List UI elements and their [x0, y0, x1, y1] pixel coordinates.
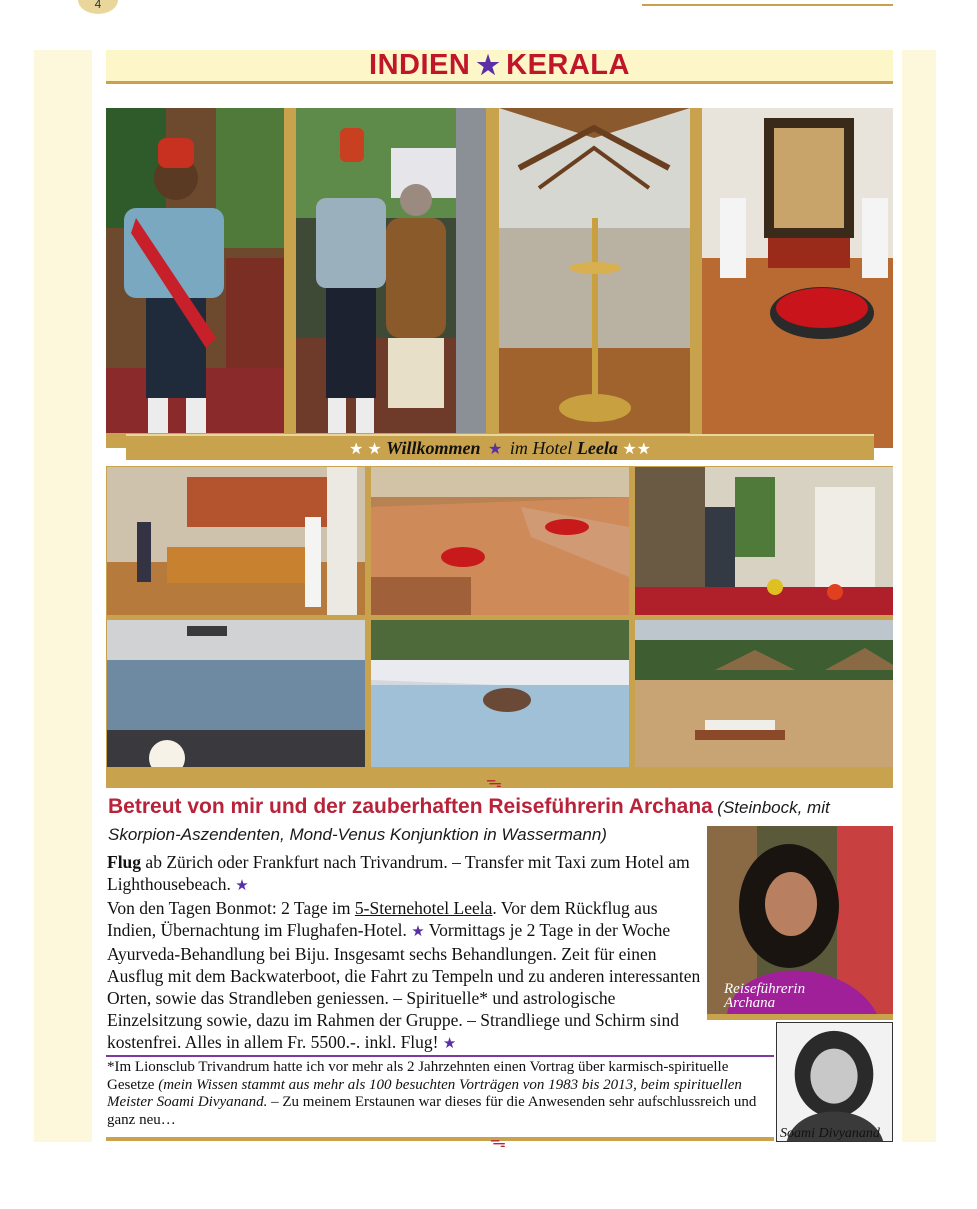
title-right: KERALA	[506, 49, 630, 81]
photo-beach-loungers	[635, 620, 893, 767]
star-icon: ★	[442, 1036, 457, 1052]
right-cream-margin	[902, 50, 936, 1142]
star-icon: ★ ★	[348, 441, 382, 458]
star-icon: ★	[476, 50, 501, 80]
caption-im-hotel: im Hotel	[509, 438, 573, 458]
body-paragraph-2b: . Vor dem Rückflug aus Indien, Übernachtung im Flughafen-Hotel.	[107, 898, 658, 940]
archana-photo-base	[707, 1014, 893, 1020]
footnote-divider	[106, 1055, 774, 1057]
photo-swimmer-in-pool	[371, 620, 629, 767]
star-icon: ★	[235, 878, 249, 894]
caption-willkommen: Willkommen	[386, 438, 481, 458]
photo-soami-divyanand	[776, 1022, 893, 1142]
soami-caption: Soami Divyanand	[780, 1126, 880, 1141]
left-cream-margin	[34, 50, 92, 1142]
star-icon: ★	[411, 924, 425, 940]
photo-infinity-pool	[107, 620, 365, 767]
photo-decorated-entrance	[635, 467, 893, 615]
photo-doorman-greeting	[106, 108, 284, 433]
bottom-rule	[106, 1137, 774, 1141]
photo-reception	[107, 467, 365, 615]
headline-sub-2: Skorpion-Aszendenten, Mond-Venus Konjunktion in Wassermann)	[108, 825, 607, 844]
archana-caption-line-2: Archana	[724, 995, 776, 1011]
footnote-text-b: (mein Wissen stammt aus mehr als 100 besuchten Vorträgen von 1983 bis 2013, beim spirituellen Meister Soami Divyanand.	[107, 1076, 742, 1110]
ornament-swirl-icon: ᯓ	[490, 1134, 506, 1151]
photo-deity-altar	[702, 108, 893, 448]
page-number-badge: 4	[78, 0, 118, 14]
caption-leela: Leela	[576, 438, 618, 458]
article-body	[107, 851, 707, 1055]
headline-sub-1: (Steinbock, mit	[717, 798, 830, 817]
star-icon: ★★	[622, 441, 652, 458]
hotel-name: 5-Sternehotel Leela	[354, 898, 493, 918]
ornament-swirl-icon: ᯓ	[486, 774, 502, 791]
archana-caption-line-1: Reiseführerin	[724, 981, 806, 997]
footnote-text-c: – Zu meinem Erstaunen war dieses für die Anwesenden sehr aufschlussreich und ganz neu…	[107, 1094, 757, 1128]
photo-doorman-guest	[296, 108, 486, 433]
photo-lobby-brass-lamp	[499, 108, 690, 433]
footnote	[107, 1059, 773, 1129]
page-title	[106, 50, 893, 84]
body-paragraph-1: ab Zürich oder Frankfurt nach Trivandrum. – Transfer mit Taxi zum Hotel am Lighthousebeach.	[107, 852, 690, 894]
welcome-caption	[126, 434, 874, 460]
headline-main: Betreut von mir und der zauberhaften Reiseführerin Archana	[108, 795, 713, 818]
header-rule	[642, 0, 893, 6]
body-paragraph-3: Vormittags je 2 Tage in der Woche Ayurveda-Behandlung bei Biju. Insgesamt sechs Behandlungen. Zeit für einen Ausflug mit dem Backwaterboot, die Fahrt zu Tempeln und zu anderen interessanten Orten, sowie das Strandleben geniessen. – Spirituelle* und astrologische Einzelsitzung sowie, dazu im Rahmen der Gruppe. – Strandliege und Schirm sind kostenfrei. Alles in allem Fr. 5500.-. inkl. Flug!	[107, 920, 701, 1052]
title-left: INDIEN	[369, 49, 471, 81]
star-icon: ★	[488, 441, 503, 458]
body-paragraph-2a: Von den Tagen Bonmot: 2 Tage im	[107, 898, 355, 918]
footnote-text-a: *Im Lionsclub Trivandrum hatte ich vor mehr als 2 Jahrzehnten einen Vortrag über karmisch-spirituelle Gesetze	[107, 1059, 729, 1093]
body-flug: Flug	[107, 852, 142, 872]
archana-caption	[724, 982, 805, 1010]
photo-lounge-sunken-seating	[371, 467, 629, 615]
